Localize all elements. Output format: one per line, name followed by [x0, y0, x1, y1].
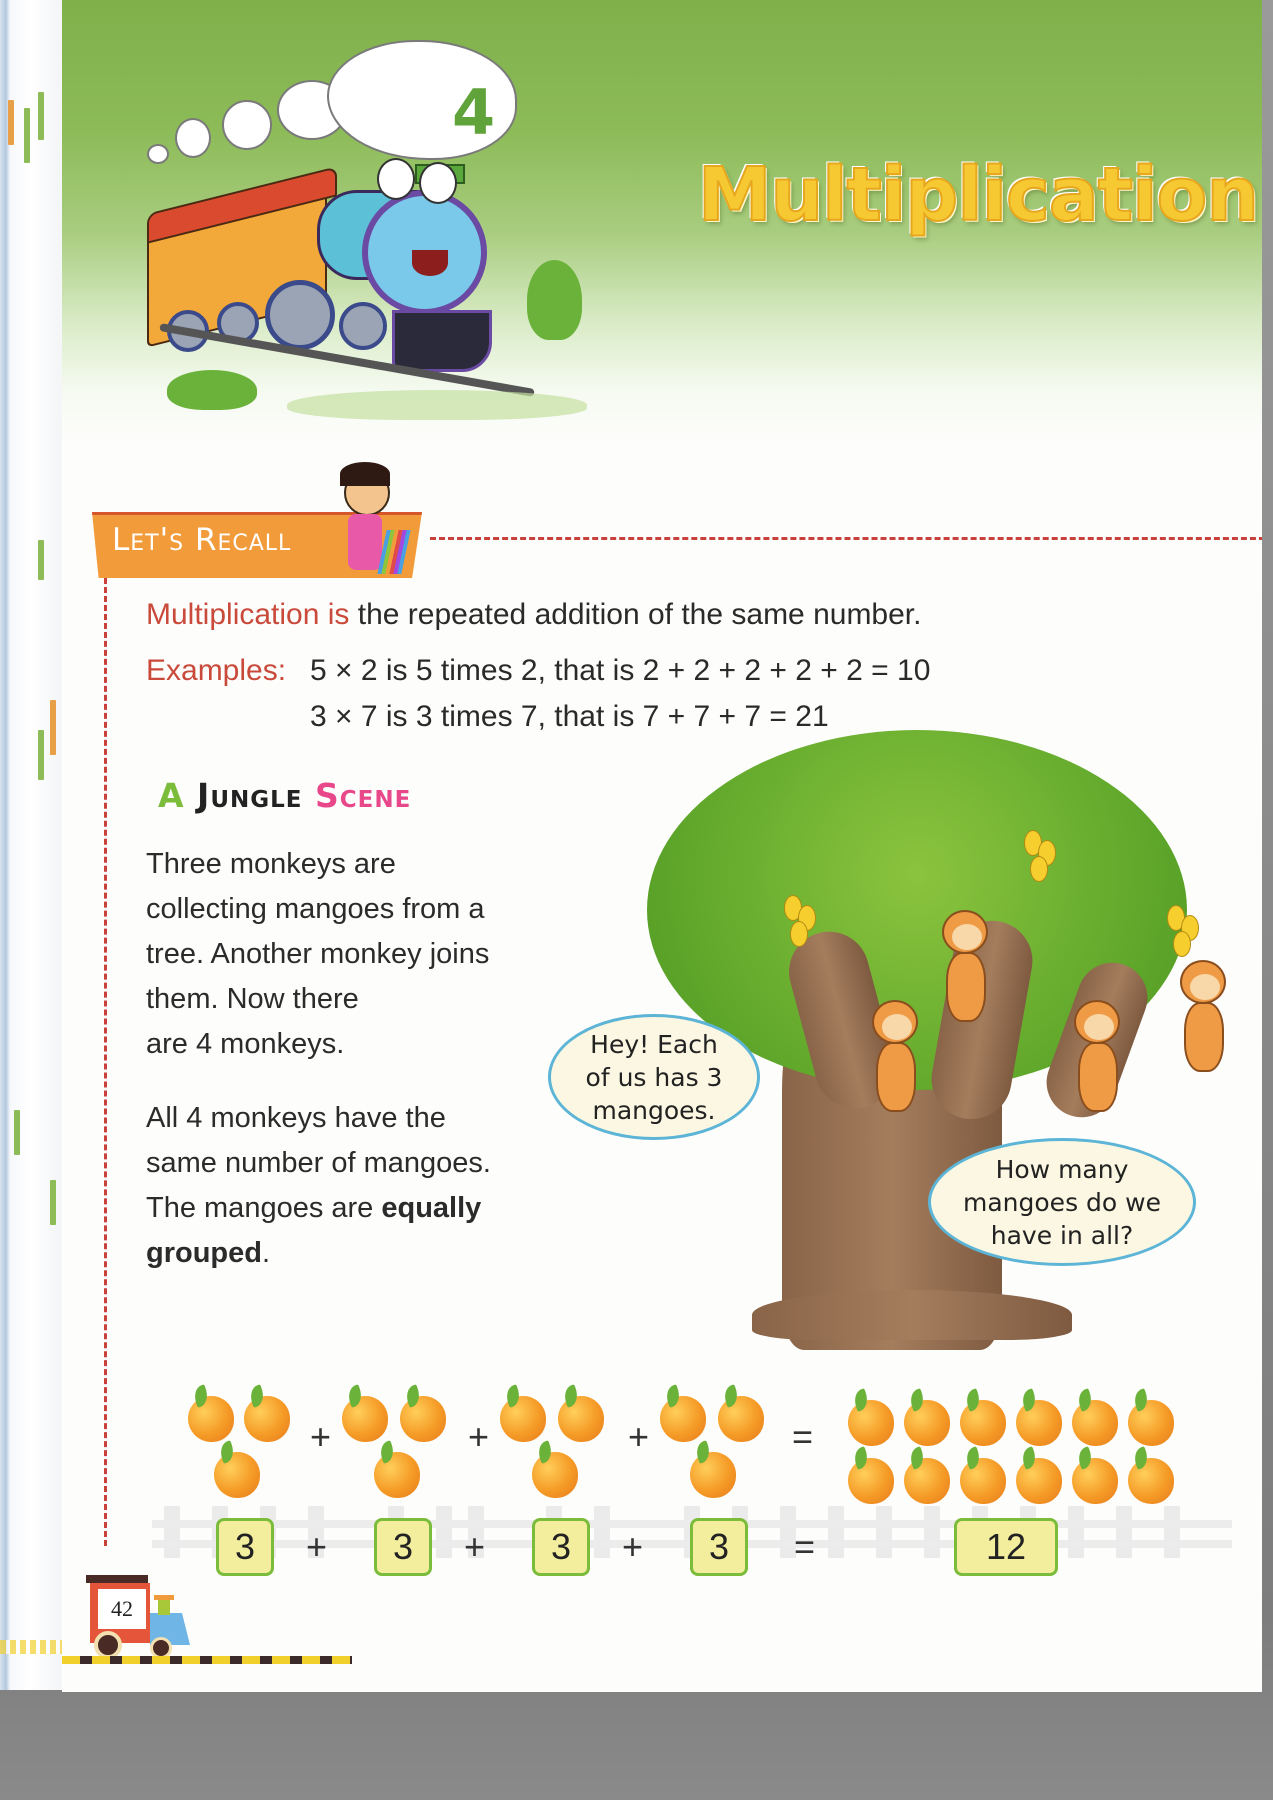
- text-line: All 4 monkeys have the: [146, 1102, 446, 1134]
- dashed-border-left: [104, 578, 107, 1546]
- mango-icon: [848, 1458, 894, 1504]
- text-line: The mangoes are: [146, 1192, 382, 1224]
- mango-icon: [660, 1396, 706, 1442]
- stack-tab-green: [50, 1180, 56, 1225]
- page-number: 42: [98, 1589, 146, 1629]
- mango-icon: [904, 1400, 950, 1446]
- bubble-line: mangoes.: [592, 1095, 716, 1125]
- text-line: Three monkeys are: [146, 848, 396, 880]
- bubble-line: How many: [995, 1154, 1129, 1184]
- number-box: 3: [374, 1518, 432, 1576]
- section-title-c: Scene: [315, 776, 412, 815]
- mango-icon: [400, 1396, 446, 1442]
- plus-sign: +: [628, 1416, 650, 1457]
- stack-tab-green: [24, 108, 30, 163]
- equals-sign: =: [792, 1416, 814, 1457]
- train-wheel: [94, 1631, 122, 1659]
- definition-term: Multiplication is: [146, 598, 350, 631]
- ground: [287, 390, 587, 420]
- girl-hair: [340, 462, 390, 486]
- text-line: collecting mangoes from a: [146, 893, 485, 925]
- page-stack-edge: [0, 0, 70, 1690]
- train-chimney-cap: [154, 1595, 174, 1600]
- footer-track-edge: [0, 1640, 62, 1654]
- mango-icon: [374, 1452, 420, 1498]
- bubble-line: have in all?: [990, 1220, 1134, 1250]
- bubble-line: mangoes do we: [963, 1187, 1161, 1217]
- footer-track: [62, 1656, 352, 1664]
- smoke-puff: [147, 144, 169, 164]
- text-line: are 4 monkeys.: [146, 1028, 345, 1060]
- smoke-puff: [222, 100, 272, 150]
- bubble-line: of us has 3: [585, 1062, 723, 1092]
- definition-text: the repeated addition of the same number.: [349, 598, 922, 631]
- text-line: them. Now there: [146, 983, 359, 1015]
- number-box: 3: [216, 1518, 274, 1576]
- plus-sign: +: [306, 1526, 328, 1567]
- tree-roots: [752, 1290, 1072, 1340]
- recall-banner-label: Let's Recall: [112, 522, 292, 558]
- stack-tab-green: [38, 730, 44, 780]
- mango-icon: [500, 1396, 546, 1442]
- mango-icon: [904, 1458, 950, 1504]
- plus-sign: +: [310, 1416, 332, 1457]
- mango-icon: [960, 1458, 1006, 1504]
- train-illustration: [147, 40, 637, 420]
- speech-bubble-right: [928, 1138, 1196, 1266]
- train-roof: [86, 1575, 148, 1583]
- text-line: same number of mangoes.: [146, 1147, 491, 1179]
- stack-tab-orange: [8, 100, 14, 145]
- bold-term: grouped: [146, 1237, 262, 1269]
- train-wheel: [265, 280, 335, 350]
- mango-icon: [690, 1452, 736, 1498]
- engine-mouth: [412, 250, 448, 276]
- definition: [146, 598, 921, 632]
- engine-cowcatcher: [392, 310, 492, 372]
- mango-icon: [244, 1396, 290, 1442]
- section-title: [158, 776, 411, 815]
- speech-bubble-left: [548, 1014, 760, 1140]
- mango-icon: [532, 1452, 578, 1498]
- plus-sign: +: [468, 1416, 490, 1457]
- result-box: 12: [954, 1518, 1058, 1576]
- mango-icon: [718, 1396, 764, 1442]
- equals-sign: =: [794, 1526, 816, 1567]
- mango-icon: [188, 1396, 234, 1442]
- example-line: 5 × 2 is 5 times 2, that is 2 + 2 + 2 + 2 + 2 = 10: [310, 654, 931, 687]
- mango-icon: [214, 1452, 260, 1498]
- section-title-a: A: [158, 776, 185, 815]
- stack-tab-green: [38, 92, 44, 140]
- mango-icon: [558, 1396, 604, 1442]
- mango-icon: [1128, 1400, 1174, 1446]
- textbook-page: [62, 0, 1262, 1692]
- girl-dress: [348, 514, 382, 570]
- chapter-number: 4: [452, 76, 496, 149]
- mango-icon: [1128, 1458, 1174, 1504]
- mango-icon: [1072, 1458, 1118, 1504]
- mango-icon: [1072, 1400, 1118, 1446]
- smoke-puff: [175, 118, 211, 158]
- stack-tab-green: [14, 1110, 20, 1155]
- bush: [527, 260, 582, 340]
- mango-icon: [960, 1400, 1006, 1446]
- section-title-b: Jungle: [197, 776, 303, 815]
- text-line: tree. Another monkey joins: [146, 938, 490, 970]
- chapter-title: Multiplication: [697, 152, 1258, 238]
- text-line: .: [262, 1237, 271, 1269]
- story-paragraph-2: [146, 1096, 491, 1276]
- mango-icon: [1016, 1458, 1062, 1504]
- grass: [167, 370, 257, 410]
- dashed-border-top: [430, 537, 1262, 540]
- mango-icon: [342, 1396, 388, 1442]
- bold-term: equally: [381, 1192, 482, 1224]
- bubble-line: Hey! Each: [590, 1029, 718, 1059]
- example-line: 3 × 7 is 3 times 7, that is 7 + 7 + 7 = 21: [310, 700, 829, 733]
- train-chimney: [158, 1599, 170, 1615]
- stack-tab-green: [38, 540, 44, 580]
- mango-icon: [848, 1400, 894, 1446]
- plus-sign: +: [464, 1526, 486, 1567]
- number-box: 3: [690, 1518, 748, 1576]
- train-wheel: [339, 302, 387, 350]
- number-box: 3: [532, 1518, 590, 1576]
- engine-eye: [377, 158, 415, 200]
- plus-sign: +: [622, 1526, 644, 1567]
- engine-eye: [419, 162, 457, 204]
- stack-tab-orange: [50, 700, 56, 755]
- story-paragraph-1: [146, 842, 489, 1067]
- examples-label: Examples:: [146, 654, 287, 687]
- mango-icon: [1016, 1400, 1062, 1446]
